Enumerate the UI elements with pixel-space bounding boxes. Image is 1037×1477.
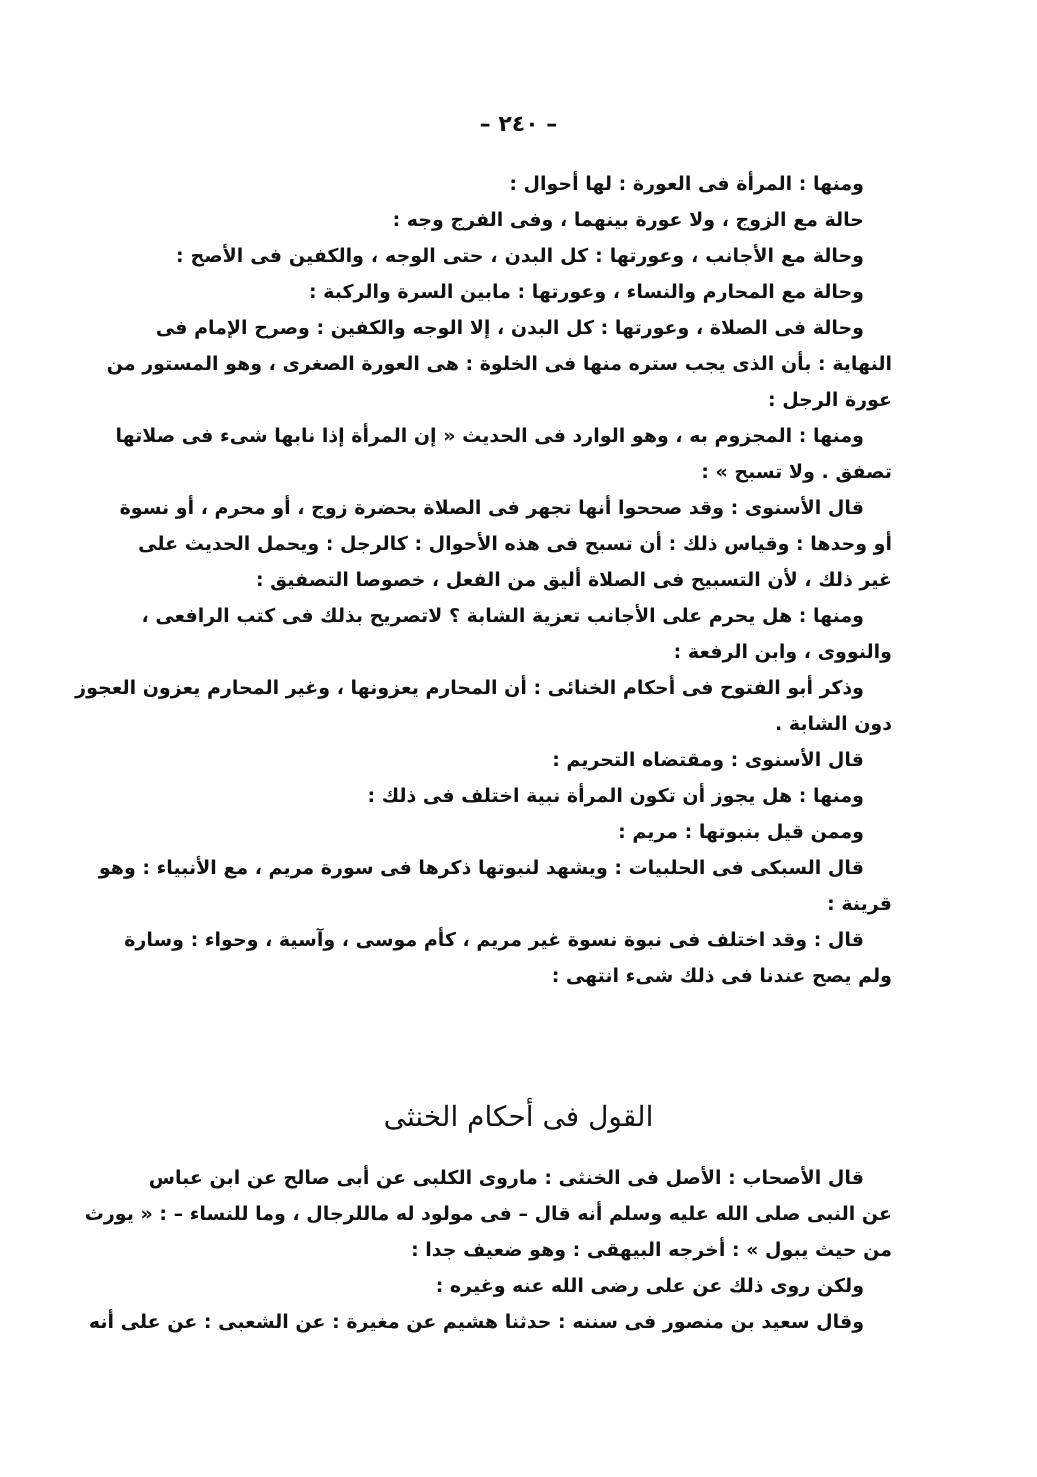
text-line: عورة الرجل :	[768, 389, 892, 411]
text-line: قال : وقد اختلف فى نبوة نسوة غير مريم ، كأم موسى ، وآسية ، وحواء : وسارة	[124, 929, 864, 951]
section-heading: القول فى أحكام الخنثى	[383, 1100, 654, 1133]
text-line: وقال سعيد بن منصور فى سننه : حدثنا هشيم عن مغيرة : عن الشعبى : عن على أنه	[88, 1311, 864, 1333]
text-line: قال الأسنوى : وقد صححوا أنها تجهر فى الصلاة بحضرة زوج ، أو محرم ، أو نسوة	[119, 497, 864, 519]
text-line: وحالة مع الأجانب ، وعورتها : كل البدن ، حتى الوجه ، والكفين فى الأصح :	[176, 245, 864, 267]
text-line: وذكر أبو الفتوح فى أحكام الخنائى : أن المحارم يعزونها ، وغير المحارم يعزون العجوز	[75, 677, 864, 699]
text-line: وحالة مع المحارم والنساء ، وعورتها : مابين السرة والركبة :	[308, 281, 864, 303]
text-line: قال السبكى فى الحلبيات : ويشهد لنبوتها ذكرها فى سورة مريم ، مع الأنبياء : وهو	[98, 857, 864, 879]
text-line: قال الأصحاب : الأصل فى الخنثى : ماروى الكلبى عن أبى صالح عن ابن عباس	[148, 1167, 864, 1189]
text-line: من حيث يبول » : أخرجه البيهقى : وهو ضعيف جدا :	[411, 1239, 892, 1261]
text-line: النهاية : بأن الذى يجب ستره منها فى الخلوة : هى العورة الصغرى ، وهو المستور من	[106, 353, 892, 375]
text-line: وحالة فى الصلاة ، وعورتها : كل البدن ، إلا الوجه والكفين : وصرح الإمام فى	[155, 317, 864, 339]
text-line: ومنها : المجزوم به ، وهو الوارد فى الحديث « إن المرأة إذا نابها شىء فى صلاتها	[115, 425, 864, 447]
text-line: وممن قيل بنبوتها : مريم :	[618, 821, 864, 843]
text-line: قرينة :	[827, 893, 892, 915]
text-line: غير ذلك ، لأن التسبيح فى الصلاة أليق من الفعل ، خصوصا التصفيق :	[255, 569, 892, 591]
body-text-section-1	[75, 166, 892, 994]
text-line: والنووى ، وابن الرفعة :	[673, 641, 892, 663]
text-line: قال الأسنوى : ومقتضاه التحريم :	[552, 749, 864, 771]
text-line: ومنها : هل يجوز أن تكون المرأة نبية اختلف فى ذلك :	[367, 785, 864, 807]
text-line: ومنها : هل يحرم على الأجانب تعزية الشابة ؟ لاتصريح بذلك فى كتب الرافعى ،	[141, 605, 864, 627]
page-number: – ٢٤٠ –	[479, 112, 558, 137]
text-line: ومنها : المرأة فى العورة : لها أحوال :	[509, 173, 864, 195]
body-text-section-2	[84, 1160, 892, 1340]
text-line: ولم يصح عندنا فى ذلك شىء انتهى :	[551, 965, 892, 987]
text-line: ولكن روى ذلك عن على رضى الله عنه وغيره :	[435, 1275, 864, 1297]
text-line: عن النبى صلى الله عليه وسلم أنه قال – فى مولود له ماللرجال ، وما للنساء – : « يورث	[84, 1203, 892, 1225]
text-line: أو وحدها : وقياس ذلك : أن تسبح فى هذه الأحوال : كالرجل : ويحمل الحديث على	[138, 533, 892, 555]
text-line: دون الشابة .	[775, 713, 892, 735]
text-line: حالة مع الزوج ، ولا عورة بينهما ، وفى الفرج وجه :	[392, 209, 864, 231]
text-line: تصفق . ولا تسبح » :	[701, 461, 892, 483]
